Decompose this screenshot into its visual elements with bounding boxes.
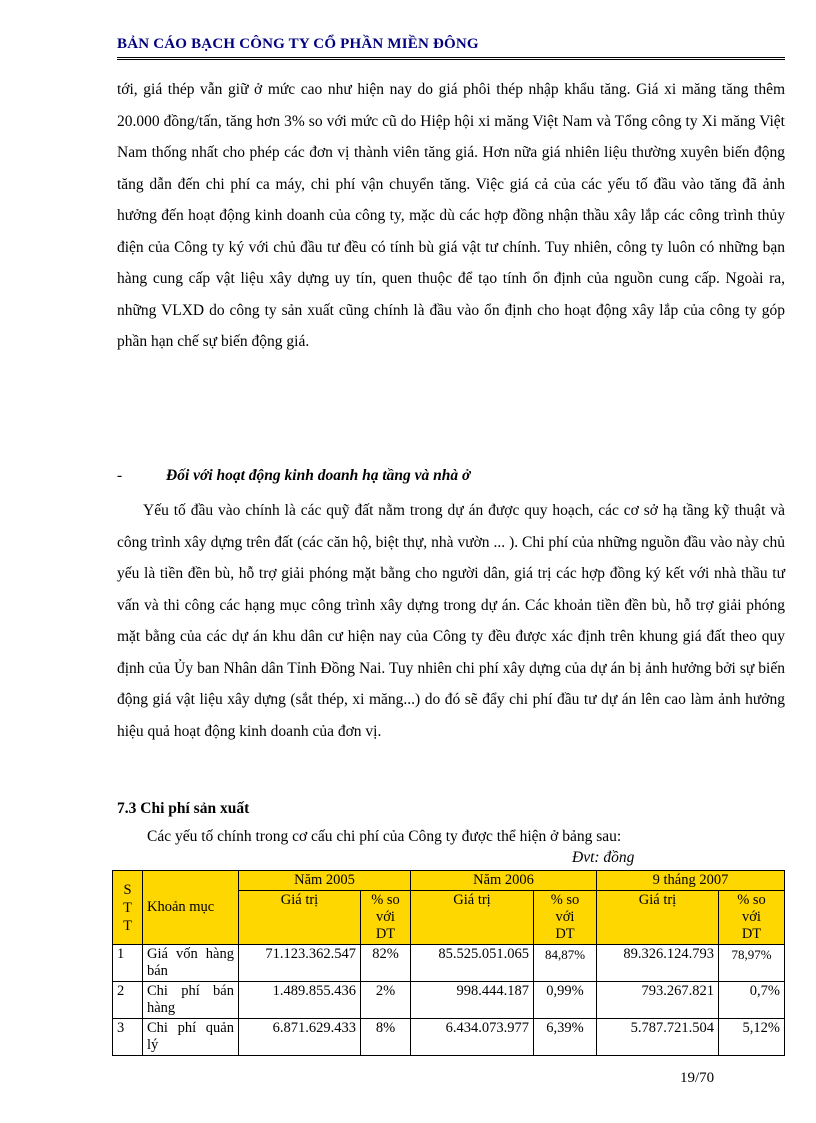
row-pct-2005: 82% <box>361 945 411 982</box>
value-header: Giá trị <box>597 891 719 945</box>
section-title: 7.3 Chi phí sản xuất <box>117 800 250 817</box>
row-pct-2006: 84,87% <box>534 945 597 982</box>
table-row <box>113 945 785 982</box>
value-header: Giá trị <box>411 891 534 945</box>
cost-table <box>112 870 785 1056</box>
row-value-2007: 5.787.721.504 <box>597 1019 719 1056</box>
row-pct-2007: 78,97% <box>719 945 785 982</box>
row-item: Giá vốn hàng bán <box>143 945 239 982</box>
row-value-2007: 793.267.821 <box>597 982 719 1019</box>
table-intro: Các yếu tố chính trong cơ cấu chi phí của Công ty được thể hiện ở bảng sau: <box>147 828 622 845</box>
subsection-heading: Đối với hoạt động kinh doanh hạ tầng và nhà ở <box>166 467 471 484</box>
year-header-2005: Năm 2005 <box>239 871 411 891</box>
row-pct-2005: 2% <box>361 982 411 1019</box>
row-value-2005: 6.871.629.433 <box>239 1019 361 1056</box>
table-row <box>113 982 785 1019</box>
bullet-dash: - <box>117 467 123 484</box>
document-header-title: BẢN CÁO BẠCH CÔNG TY CỔ PHẦN MIỀN ĐÔNG <box>117 36 479 52</box>
row-value-2005: 1.489.855.436 <box>239 982 361 1019</box>
table-header-row-1 <box>113 871 785 891</box>
pct-header: % so với DT <box>534 891 597 945</box>
row-item: Chi phí quản lý <box>143 1019 239 1056</box>
year-header-2007: 9 tháng 2007 <box>597 871 785 891</box>
row-value-2005: 71.123.362.547 <box>239 945 361 982</box>
year-header-2006: Năm 2006 <box>411 871 597 891</box>
body-paragraph-1: tới, giá thép vẫn giữ ở mức cao như hiện nay do giá phôi thép nhập khẩu tăng. Giá xi măng tăng thêm 20.000 đồng/tấn, tăng hơn 3% so với mức cũ do Hiệp hội xi măng Việt Nam và Tổng công ty Xi măng Việt Nam thống nhất cho phép các đơn vị thành viên tăng giá. Hơn nữa giá nhiên liệu thường xuyên biến động tăng dẫn đến chi phí ca máy, chi phí vận chuyển tăng. Việc giá cả của các yếu tố đầu vào tăng đã ảnh hưởng đến hoạt động kinh doanh của công ty, mặc dù các hợp đồng nhận thầu xây lắp các công trình thủy điện của Công ty ký với chủ đầu tư đều có tính bù giá vật tư chính. Tuy nhiên, công ty luôn có những bạn hàng cung cấp vật liệu xây dựng uy tín, quen thuộc để tạo tính ổn định của nguồn cung cấp. Ngoài ra, những VLXD do công ty sản xuất cũng chính là đầu vào ổn định cho hoạt động xây lắp của công ty góp phần hạn chế sự biến động giá. <box>117 81 785 350</box>
row-pct-2006: 0,99% <box>534 982 597 1019</box>
row-item: Chi phí bán hàng <box>143 982 239 1019</box>
row-stt: 2 <box>113 982 143 1019</box>
unit-label: Đvt: đồng <box>572 849 635 866</box>
body-paragraph-2: Yếu tố đầu vào chính là các quỹ đất nằm trong dự án được quy hoạch, các cơ sở hạ tầng kỹ thuật và công trình xây dựng trên đất (các căn hộ, biệt thự, nhà vườn ... ). Chi phí của những nguồn đầu vào này chủ yếu là tiền đền bù, hỗ trợ giải phóng mặt bằng cho người dân, giá trị các hợp đồng ký kết với nhà thầu tư vấn và thi công các hạng mục công trình xây dựng trong dự án. Các khoản tiền đền bù, hỗ trợ giải phóng mặt bằng của các dự án khu dân cư hiện nay của Công ty đều được xác định trên khung giá đất theo quy định của Ủy ban Nhân dân Tỉnh Đồng Nai. Tuy nhiên chi phí xây dựng của dự án bị ảnh hưởng bởi sự biến động giá vật liệu xây dựng (sắt thép, xi măng...) do đó sẽ đẩy chi phí đầu tư dự án lên cao làm ảnh hưởng hiệu quả hoạt động kinh doanh của đơn vị. <box>117 502 785 740</box>
header-rule <box>117 57 785 60</box>
item-header: Khoản mục <box>143 871 239 945</box>
row-pct-2007: 5,12% <box>719 1019 785 1056</box>
row-pct-2006: 6,39% <box>534 1019 597 1056</box>
row-value-2006: 998.444.187 <box>411 982 534 1019</box>
table-row <box>113 1019 785 1056</box>
pct-header: % so với DT <box>719 891 785 945</box>
row-value-2006: 6.434.073.977 <box>411 1019 534 1056</box>
row-value-2007: 89.326.124.793 <box>597 945 719 982</box>
page-number: 19/70 <box>680 1070 715 1086</box>
row-stt: 3 <box>113 1019 143 1056</box>
pct-header: % so với DT <box>361 891 411 945</box>
stt-header: S T T <box>113 871 143 945</box>
row-stt: 1 <box>113 945 143 982</box>
row-value-2006: 85.525.051.065 <box>411 945 534 982</box>
row-pct-2005: 8% <box>361 1019 411 1056</box>
value-header: Giá trị <box>239 891 361 945</box>
row-pct-2007: 0,7% <box>719 982 785 1019</box>
